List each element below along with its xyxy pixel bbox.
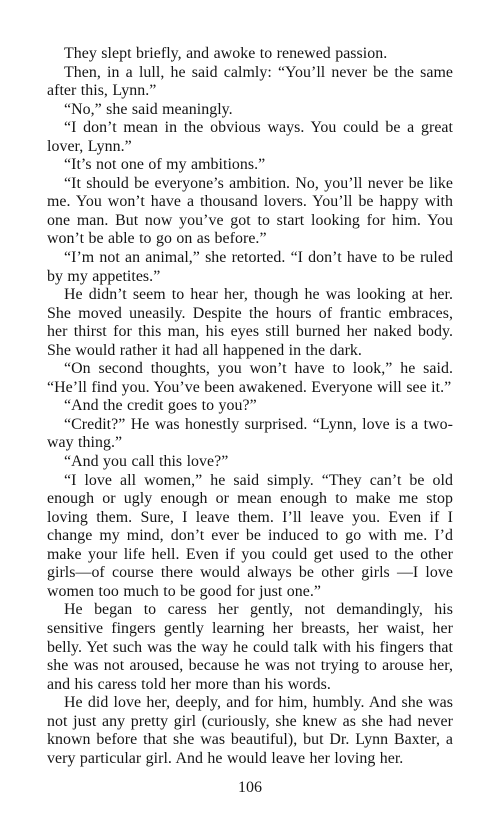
paragraph: Then, in a lull, he said calmly: “You’ll never be the same after this, Lynn.”: [47, 63, 453, 100]
paragraph: They slept briefly, and awoke to renewed passion.: [64, 45, 388, 62]
paragraph: “And you call this love?”: [64, 453, 229, 471]
page-body: [47, 45, 453, 768]
paragraph: He did love her, deeply, and for him, humbly. And she was not just any pretty girl (curiously, she knew as she had never known before that she was beautiful), but Dr. Lynn Baxter, a very particular girl. And he would leave her loving her.: [47, 694, 453, 767]
paragraph: “It’s not one of my ambitions.”: [64, 156, 266, 174]
paragraph: “On second thoughts, you won’t have to look,” he said. “He’ll find you. You’ve been awakened. Everyone will see it.”: [47, 360, 453, 396]
page-number: 106: [238, 779, 262, 796]
paragraph: “I don’t mean in the obvious ways. You could be a great lover, Lynn.”: [47, 119, 453, 155]
paragraph: He began to caress her gently, not demandingly, his sensitive fingers gently learning her breasts, her waist, her belly. Yet such was the way he could talk with his fingers that she was not aroused, because he was not trying to arouse her, and his caress told her more than his words.: [47, 601, 453, 693]
paragraph: “Credit?” He was honestly surprised. “Lynn, love is a two-way thing.”: [47, 415, 453, 452]
paragraph: “I’m not an animal,” she retorted. “I don’t have to be ruled by my appetites.”: [47, 249, 453, 285]
paragraph: “It should be everyone’s ambition. No, you’ll never be like me. You won’t have a thousand lovers. You’ll be happy with one man. But now you’ve got to start looking for him. You won’t be able to go on as before.”: [47, 174, 453, 248]
paragraph: “And the credit goes to you?”: [64, 397, 257, 415]
paragraph: “No,” she said meaningly.: [64, 100, 233, 118]
paragraph: He didn’t seem to hear her, though he was looking at her. She moved uneasily. Despite the hours of frantic embraces, her thirst for this man, his eyes still burned her naked body. She would rather it had all happened in the dark.: [47, 286, 453, 359]
paragraph: “I love all women,” he said simply. “They can’t be old enough or ugly enough or mean enough to make me stop loving them. Sure, I leave them. I’ll leave you. Even if I change my mind, don’t ever be induced to go with me. I’d make your life hell. Even if you could get used to the other girls—of course there would always be other girls —I love women too much to be good for just one.”: [47, 471, 453, 600]
